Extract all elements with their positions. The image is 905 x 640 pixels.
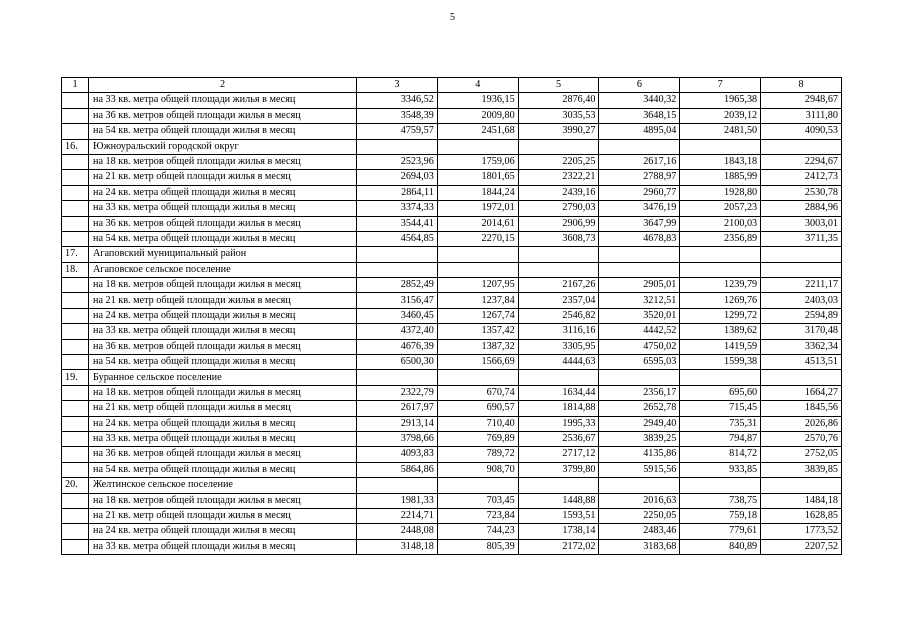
value-cell: 1759,06 <box>437 154 518 169</box>
value-cell: 710,40 <box>437 416 518 431</box>
value-cell <box>437 478 518 493</box>
row-number <box>62 355 89 370</box>
value-cell: 1207,95 <box>437 278 518 293</box>
section-row <box>62 139 842 154</box>
value-cell: 4090,53 <box>761 124 842 139</box>
value-cell: 3839,25 <box>599 431 680 446</box>
row-label: на 18 кв. метров общей площади жилья в месяц <box>89 154 357 169</box>
value-cell: 3035,53 <box>518 108 599 123</box>
value-cell: 723,84 <box>437 508 518 523</box>
value-cell: 2864,11 <box>357 185 438 200</box>
value-cell <box>599 478 680 493</box>
value-cell: 2852,49 <box>357 278 438 293</box>
value-cell: 3156,47 <box>357 293 438 308</box>
value-cell: 3544,41 <box>357 216 438 231</box>
row-number <box>62 447 89 462</box>
value-cell <box>761 478 842 493</box>
value-cell: 2356,17 <box>599 385 680 400</box>
value-cell: 2205,25 <box>518 154 599 169</box>
table-row <box>62 216 842 231</box>
row-number: 17. <box>62 247 89 262</box>
value-cell: 2530,78 <box>761 185 842 200</box>
value-cell: 2483,46 <box>599 524 680 539</box>
value-cell <box>437 262 518 277</box>
value-cell: 2207,52 <box>761 539 842 554</box>
value-cell: 1885,99 <box>680 170 761 185</box>
value-cell: 2016,63 <box>599 493 680 508</box>
table-row <box>62 339 842 354</box>
table-row <box>62 493 842 508</box>
value-cell: 3839,85 <box>761 462 842 477</box>
value-cell: 4895,04 <box>599 124 680 139</box>
table-row <box>62 154 842 169</box>
value-cell: 2617,97 <box>357 401 438 416</box>
value-cell: 3183,68 <box>599 539 680 554</box>
row-number: 20. <box>62 478 89 493</box>
row-label: на 18 кв. метров общей площади жилья в месяц <box>89 493 357 508</box>
value-cell: 2009,80 <box>437 108 518 123</box>
row-label: на 21 кв. метр общей площади жилья в месяц <box>89 293 357 308</box>
row-number <box>62 278 89 293</box>
row-label: на 24 кв. метра общей площади жилья в месяц <box>89 185 357 200</box>
value-cell: 1845,56 <box>761 401 842 416</box>
table-row <box>62 170 842 185</box>
value-cell: 2014,61 <box>437 216 518 231</box>
value-cell: 3111,80 <box>761 108 842 123</box>
section-row <box>62 262 842 277</box>
column-number-6: 6 <box>599 78 680 93</box>
column-number-8: 8 <box>761 78 842 93</box>
value-cell: 2439,16 <box>518 185 599 200</box>
value-cell: 1269,76 <box>680 293 761 308</box>
value-cell: 1844,24 <box>437 185 518 200</box>
value-cell: 3648,15 <box>599 108 680 123</box>
value-cell: 908,70 <box>437 462 518 477</box>
table-row <box>62 93 842 108</box>
value-cell: 2617,16 <box>599 154 680 169</box>
column-number-row <box>62 78 842 93</box>
value-cell: 2403,03 <box>761 293 842 308</box>
value-cell: 840,89 <box>680 539 761 554</box>
value-cell: 769,89 <box>437 431 518 446</box>
section-row <box>62 370 842 385</box>
value-cell: 779,61 <box>680 524 761 539</box>
value-cell <box>761 370 842 385</box>
value-cell: 2322,79 <box>357 385 438 400</box>
value-cell <box>357 262 438 277</box>
table-row <box>62 431 842 446</box>
value-cell: 2172,02 <box>518 539 599 554</box>
row-number: 18. <box>62 262 89 277</box>
value-cell: 2790,03 <box>518 201 599 216</box>
value-cell: 2949,40 <box>599 416 680 431</box>
row-label: на 24 кв. метра общей площади жилья в месяц <box>89 416 357 431</box>
table-row <box>62 508 842 523</box>
value-cell <box>599 139 680 154</box>
value-cell <box>437 247 518 262</box>
column-number-3: 3 <box>357 78 438 93</box>
value-cell: 2356,89 <box>680 231 761 246</box>
value-cell <box>357 247 438 262</box>
column-number-7: 7 <box>680 78 761 93</box>
section-name: Южноуральский городской округ <box>89 139 357 154</box>
value-cell: 2294,67 <box>761 154 842 169</box>
row-number <box>62 170 89 185</box>
value-cell: 4135,86 <box>599 447 680 462</box>
table-row <box>62 124 842 139</box>
value-cell: 715,45 <box>680 401 761 416</box>
value-cell: 2594,89 <box>761 308 842 323</box>
value-cell: 6595,03 <box>599 355 680 370</box>
value-cell: 695,60 <box>680 385 761 400</box>
value-cell: 3520,01 <box>599 308 680 323</box>
table-row <box>62 108 842 123</box>
row-number <box>62 339 89 354</box>
value-cell: 5864,86 <box>357 462 438 477</box>
value-cell: 3711,35 <box>761 231 842 246</box>
value-cell: 4372,40 <box>357 324 438 339</box>
value-cell: 1419,59 <box>680 339 761 354</box>
value-cell <box>518 262 599 277</box>
table-row <box>62 416 842 431</box>
row-number <box>62 308 89 323</box>
value-cell: 1664,27 <box>761 385 842 400</box>
value-cell: 2357,04 <box>518 293 599 308</box>
row-number <box>62 401 89 416</box>
value-cell: 2906,99 <box>518 216 599 231</box>
value-cell: 4676,39 <box>357 339 438 354</box>
value-cell: 1995,33 <box>518 416 599 431</box>
value-cell <box>518 247 599 262</box>
table-row <box>62 539 842 554</box>
value-cell: 2752,05 <box>761 447 842 462</box>
value-cell: 2694,03 <box>357 170 438 185</box>
value-cell: 1801,65 <box>437 170 518 185</box>
value-cell: 3440,32 <box>599 93 680 108</box>
value-cell: 738,75 <box>680 493 761 508</box>
row-number <box>62 216 89 231</box>
row-number <box>62 431 89 446</box>
value-cell <box>680 247 761 262</box>
row-number <box>62 539 89 554</box>
column-number-4: 4 <box>437 78 518 93</box>
value-cell: 4750,02 <box>599 339 680 354</box>
row-number <box>62 154 89 169</box>
value-cell <box>599 262 680 277</box>
value-cell <box>680 370 761 385</box>
value-cell: 1928,80 <box>680 185 761 200</box>
value-cell: 1843,18 <box>680 154 761 169</box>
value-cell: 744,23 <box>437 524 518 539</box>
value-cell: 2412,73 <box>761 170 842 185</box>
tariff-table-body <box>62 78 842 555</box>
row-label: на 36 кв. метров общей площади жилья в месяц <box>89 216 357 231</box>
column-number-5: 5 <box>518 78 599 93</box>
value-cell <box>518 478 599 493</box>
value-cell: 3608,73 <box>518 231 599 246</box>
value-cell <box>599 247 680 262</box>
value-cell: 1965,38 <box>680 93 761 108</box>
value-cell: 3003,01 <box>761 216 842 231</box>
value-cell: 2167,26 <box>518 278 599 293</box>
value-cell <box>680 139 761 154</box>
row-label: на 33 кв. метра общей площади жилья в месяц <box>89 431 357 446</box>
value-cell <box>437 370 518 385</box>
row-label: на 33 кв. метра общей площади жилья в месяц <box>89 324 357 339</box>
row-label: на 18 кв. метров общей площади жилья в месяц <box>89 278 357 293</box>
value-cell <box>437 139 518 154</box>
value-cell: 4759,57 <box>357 124 438 139</box>
row-label: на 36 кв. метров общей площади жилья в месяц <box>89 108 357 123</box>
value-cell: 2451,68 <box>437 124 518 139</box>
value-cell: 2322,21 <box>518 170 599 185</box>
value-cell <box>761 247 842 262</box>
value-cell <box>357 478 438 493</box>
value-cell: 3212,51 <box>599 293 680 308</box>
table-row <box>62 462 842 477</box>
value-cell <box>357 139 438 154</box>
row-label: на 18 кв. метров общей площади жилья в месяц <box>89 385 357 400</box>
value-cell: 933,85 <box>680 462 761 477</box>
value-cell: 794,87 <box>680 431 761 446</box>
section-name: Агаповское сельское поселение <box>89 262 357 277</box>
value-cell: 814,72 <box>680 447 761 462</box>
section-row <box>62 478 842 493</box>
column-number-1: 1 <box>62 78 89 93</box>
value-cell: 2523,96 <box>357 154 438 169</box>
value-cell: 5915,56 <box>599 462 680 477</box>
value-cell: 1981,33 <box>357 493 438 508</box>
section-name: Агаповский муниципальный район <box>89 247 357 262</box>
value-cell: 2536,67 <box>518 431 599 446</box>
value-cell: 2214,71 <box>357 508 438 523</box>
row-number <box>62 385 89 400</box>
row-label: на 54 кв. метра общей площади жилья в месяц <box>89 355 357 370</box>
value-cell: 2481,50 <box>680 124 761 139</box>
value-cell: 4513,51 <box>761 355 842 370</box>
value-cell: 3170,48 <box>761 324 842 339</box>
value-cell: 3798,66 <box>357 431 438 446</box>
value-cell: 1267,74 <box>437 308 518 323</box>
value-cell: 1599,38 <box>680 355 761 370</box>
row-number: 16. <box>62 139 89 154</box>
row-number <box>62 324 89 339</box>
value-cell: 2717,12 <box>518 447 599 462</box>
row-label: на 24 кв. метра общей площади жилья в месяц <box>89 524 357 539</box>
value-cell <box>761 139 842 154</box>
row-label: на 21 кв. метр общей площади жилья в месяц <box>89 401 357 416</box>
value-cell: 1628,85 <box>761 508 842 523</box>
table-row <box>62 324 842 339</box>
value-cell: 789,72 <box>437 447 518 462</box>
row-label: на 24 кв. метра общей площади жилья в месяц <box>89 308 357 323</box>
table-row <box>62 293 842 308</box>
value-cell: 4093,83 <box>357 447 438 462</box>
section-row <box>62 247 842 262</box>
value-cell: 1484,18 <box>761 493 842 508</box>
value-cell: 1593,51 <box>518 508 599 523</box>
row-label: на 33 кв. метра общей площади жилья в месяц <box>89 201 357 216</box>
value-cell: 2570,76 <box>761 431 842 446</box>
row-number <box>62 201 89 216</box>
row-label: на 54 кв. метра общей площади жилья в месяц <box>89 231 357 246</box>
value-cell: 1389,62 <box>680 324 761 339</box>
value-cell: 1634,44 <box>518 385 599 400</box>
value-cell <box>518 139 599 154</box>
value-cell: 2039,12 <box>680 108 761 123</box>
value-cell: 2788,97 <box>599 170 680 185</box>
value-cell: 703,45 <box>437 493 518 508</box>
row-number <box>62 185 89 200</box>
value-cell: 4678,83 <box>599 231 680 246</box>
value-cell <box>357 370 438 385</box>
value-cell: 3799,80 <box>518 462 599 477</box>
section-name: Буранное сельское поселение <box>89 370 357 385</box>
table-row <box>62 385 842 400</box>
row-number <box>62 231 89 246</box>
value-cell: 2211,17 <box>761 278 842 293</box>
value-cell: 2913,14 <box>357 416 438 431</box>
row-number <box>62 493 89 508</box>
table-row <box>62 308 842 323</box>
row-number <box>62 462 89 477</box>
value-cell <box>761 262 842 277</box>
value-cell: 4564,85 <box>357 231 438 246</box>
value-cell: 805,39 <box>437 539 518 554</box>
row-label: на 33 кв. метра общей площади жилья в месяц <box>89 93 357 108</box>
row-label: на 54 кв. метра общей площади жилья в месяц <box>89 124 357 139</box>
row-number <box>62 416 89 431</box>
value-cell: 1972,01 <box>437 201 518 216</box>
value-cell: 1299,72 <box>680 308 761 323</box>
value-cell <box>599 370 680 385</box>
tariff-table <box>61 77 842 555</box>
value-cell: 1738,14 <box>518 524 599 539</box>
value-cell: 1814,88 <box>518 401 599 416</box>
table-row <box>62 524 842 539</box>
value-cell: 670,74 <box>437 385 518 400</box>
row-label: на 21 кв. метр общей площади жилья в месяц <box>89 508 357 523</box>
value-cell: 735,31 <box>680 416 761 431</box>
value-cell: 1936,15 <box>437 93 518 108</box>
value-cell: 4442,52 <box>599 324 680 339</box>
row-number: 19. <box>62 370 89 385</box>
row-number <box>62 524 89 539</box>
value-cell <box>680 478 761 493</box>
row-number <box>62 508 89 523</box>
value-cell: 690,57 <box>437 401 518 416</box>
value-cell: 2948,67 <box>761 93 842 108</box>
value-cell: 3362,34 <box>761 339 842 354</box>
value-cell: 3476,19 <box>599 201 680 216</box>
value-cell: 2884,96 <box>761 201 842 216</box>
table-row <box>62 185 842 200</box>
value-cell: 1773,52 <box>761 524 842 539</box>
value-cell <box>518 370 599 385</box>
value-cell: 1237,84 <box>437 293 518 308</box>
value-cell: 3148,18 <box>357 539 438 554</box>
value-cell: 2652,78 <box>599 401 680 416</box>
value-cell: 2270,15 <box>437 231 518 246</box>
table-row <box>62 201 842 216</box>
value-cell: 2100,03 <box>680 216 761 231</box>
value-cell: 2546,82 <box>518 308 599 323</box>
value-cell: 1387,32 <box>437 339 518 354</box>
section-name: Желтинское сельское поселение <box>89 478 357 493</box>
value-cell <box>680 262 761 277</box>
column-number-2: 2 <box>89 78 357 93</box>
value-cell: 3647,99 <box>599 216 680 231</box>
value-cell: 3116,16 <box>518 324 599 339</box>
value-cell: 1239,79 <box>680 278 761 293</box>
row-number <box>62 293 89 308</box>
table-row <box>62 231 842 246</box>
value-cell: 2026,86 <box>761 416 842 431</box>
value-cell: 6500,30 <box>357 355 438 370</box>
row-label: на 54 кв. метра общей площади жилья в месяц <box>89 462 357 477</box>
value-cell: 3374,33 <box>357 201 438 216</box>
value-cell: 2057,23 <box>680 201 761 216</box>
row-label: на 36 кв. метров общей площади жилья в месяц <box>89 447 357 462</box>
table-row <box>62 355 842 370</box>
value-cell: 3990,27 <box>518 124 599 139</box>
table-row <box>62 278 842 293</box>
value-cell: 3346,52 <box>357 93 438 108</box>
value-cell: 4444,63 <box>518 355 599 370</box>
row-number <box>62 124 89 139</box>
row-label: на 36 кв. метров общей площади жилья в месяц <box>89 339 357 354</box>
table-row <box>62 401 842 416</box>
value-cell: 3305,95 <box>518 339 599 354</box>
value-cell: 2905,01 <box>599 278 680 293</box>
value-cell: 2250,05 <box>599 508 680 523</box>
value-cell: 759,18 <box>680 508 761 523</box>
table-row <box>62 447 842 462</box>
row-label: на 33 кв. метра общей площади жилья в месяц <box>89 539 357 554</box>
page-number: 5 <box>450 12 455 23</box>
value-cell: 3460,45 <box>357 308 438 323</box>
value-cell: 2448,08 <box>357 524 438 539</box>
row-number <box>62 93 89 108</box>
value-cell: 2876,40 <box>518 93 599 108</box>
row-label: на 21 кв. метр общей площади жилья в месяц <box>89 170 357 185</box>
value-cell: 1566,69 <box>437 355 518 370</box>
value-cell: 1448,88 <box>518 493 599 508</box>
value-cell: 2960,77 <box>599 185 680 200</box>
value-cell: 3548,39 <box>357 108 438 123</box>
value-cell: 1357,42 <box>437 324 518 339</box>
row-number <box>62 108 89 123</box>
